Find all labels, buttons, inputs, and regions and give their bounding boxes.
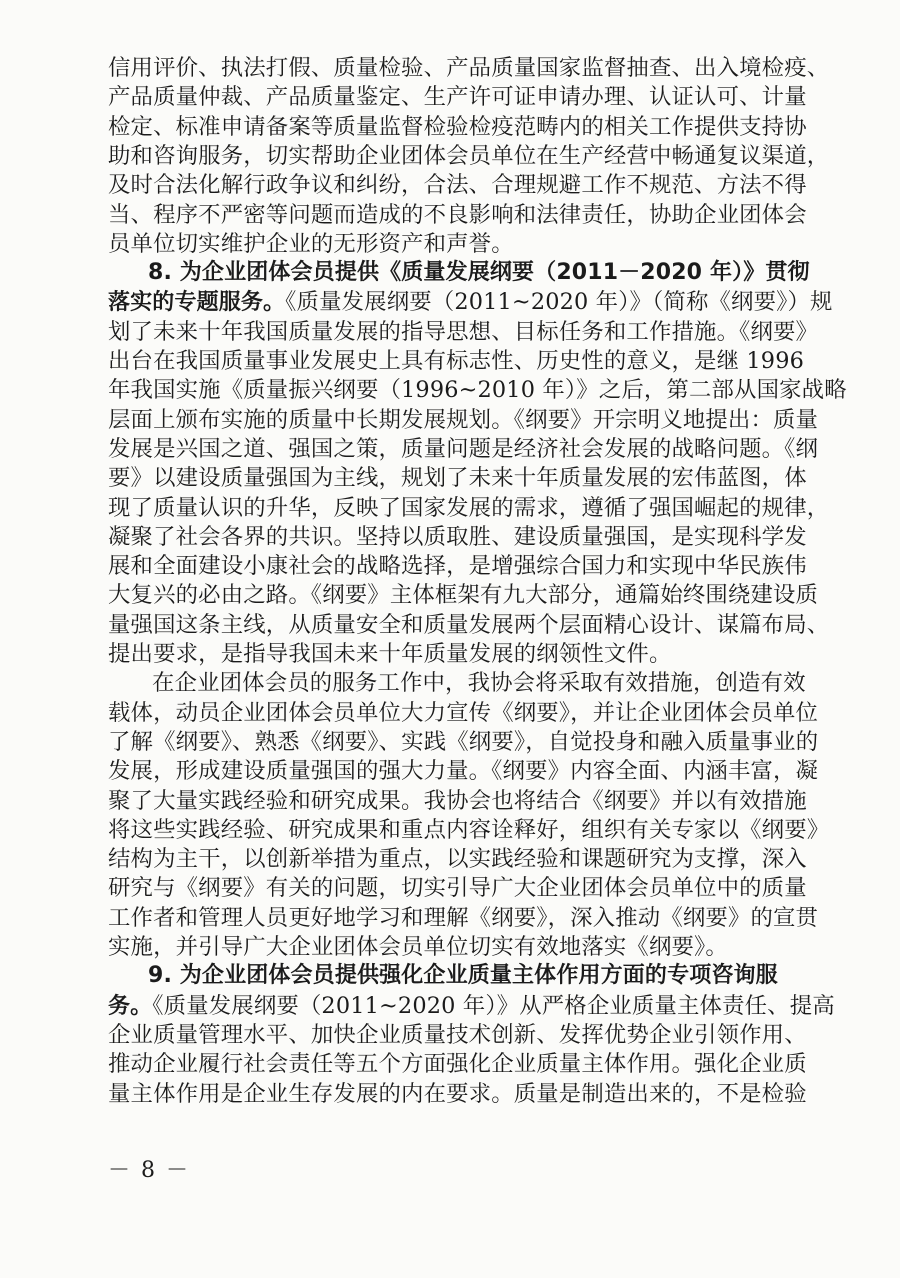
- text-line: 结构为主干，以创新举措为重点，以实践经验和课题研究为支撑，深入: [108, 846, 807, 873]
- text-line: 产品质量仲裁、产品质量鉴定、生产许可证申请办理、认证认可、计量: [108, 84, 807, 111]
- section-9-heading-line-2: [108, 990, 835, 1022]
- page-number: － 8 －: [108, 1158, 190, 1183]
- text-line: 发展，形成建设质量强国的强大力量。《纲要》内容全面、内涵丰富，凝: [108, 758, 819, 785]
- section-9-heading-tail: 务。: [108, 993, 153, 1019]
- text-line: 出台在我国质量事业发展史上具有标志性、历史性的意义，是继 1996: [108, 348, 804, 374]
- section-8-heading-tail: 落实的专题服务。: [108, 290, 286, 316]
- text-line: 将这些实践经验、研究成果和重点内容诠释好，组织有关专家以《纲要》: [108, 816, 830, 843]
- text-line: 展和全面建设小康社会的战略选择，是增强综合国力和实现中华民族伟: [108, 553, 807, 580]
- text-line: 企业质量管理水平、加快企业质量技术创新、发挥优势企业引领作用、: [108, 1021, 807, 1048]
- text-run: 《质量发展纲要（2011~2020 年）》（简称《纲要》）规: [285, 289, 833, 316]
- text-line: 量主体作用是企业生存发展的内在要求。质量是制造出来的，不是检验: [108, 1080, 807, 1107]
- text-line: 载体，动员企业团体会员单位大力宣传《纲要》，并让企业团体会员单位: [108, 699, 819, 726]
- text-line: 现了质量认识的升华，反映了国家发展的需求，遵循了强国崛起的规律，: [108, 494, 830, 521]
- text-line: 研究与《纲要》有关的问题，切实引导广大企业团体会员单位中的质量: [108, 875, 807, 902]
- text-line: 推动企业履行社会责任等五个方面强化企业质量主体作用。强化企业质: [108, 1051, 807, 1078]
- text-run: 《质量发展纲要（2011~2020 年）》从严格企业质量主体责任、提高: [152, 992, 835, 1019]
- text-line: 大复兴的必由之路。《纲要》主体框架有九大部分，通篇始终围绕建设质: [108, 582, 819, 609]
- text-line: 划了未来十年我国质量发展的指导思想、目标任务和工作措施。《纲要》: [108, 318, 819, 345]
- text-line: 助和咨询服务，切实帮助企业团体会员单位在生产经营中畅通复议渠道，: [108, 142, 830, 169]
- section-8-heading-line-2: [108, 286, 833, 318]
- text-line: 当、程序不严密等问题而造成的不良影响和法律责任，协助企业团体会: [108, 201, 807, 228]
- text-line: 层面上颁布实施的质量中长期发展规划。《纲要》开宗明义地提出：质量: [108, 406, 819, 433]
- section-9-heading: 9. 为企业团体会员提供强化企业质量主体作用方面的专项咨询服: [148, 963, 778, 989]
- text-line: 在企业团体会员的服务工作中，我协会将采取有效措施，创造有效: [152, 670, 806, 697]
- text-line: 检定、标准申请备案等质量监督检验检疫范畴内的相关工作提供支持协: [108, 113, 807, 140]
- text-line: 及时合法化解行政争议和纠纷，合法、合理规避工作不规范、方法不得: [108, 172, 807, 199]
- text-line: 了解《纲要》、熟悉《纲要》、实践《纲要》，自觉投身和融入质量事业的: [108, 728, 819, 755]
- text-line: 凝聚了社会各界的共识。坚持以质取胜、建设质量强国，是实现科学发: [108, 523, 807, 550]
- text-line: 年我国实施《质量振兴纲要（1996~2010 年）》之后，第二部从国家战略: [108, 377, 847, 404]
- text-line: 员单位切实维护企业的无形资产和声誉。: [108, 230, 514, 257]
- text-line: 发展是兴国之道、强国之策，质量问题是经济社会发展的战略问题。《纲: [108, 435, 819, 462]
- section-8-heading: 8. 为企业团体会员提供《质量发展纲要（2011－2020 年）》贯彻: [148, 260, 810, 286]
- text-line: 要》以建设质量强国为主线，规划了未来十年质量发展的宏伟蓝图，体: [108, 465, 807, 492]
- text-line: 提出要求，是指导我国未来十年质量发展的纲领性文件。: [108, 641, 672, 667]
- text-line: 聚了大量实践经验和研究成果。我协会也将结合《纲要》并以有效措施: [108, 787, 807, 814]
- text-line: 工作者和管理人员更好地学习和理解《纲要》，深入推动《纲要》的宣贯: [108, 904, 819, 931]
- text-line: 量强国这条主线，从质量安全和质量发展两个层面精心设计、谋篇布局、: [108, 611, 830, 638]
- text-line: 信用评价、执法打假、质量检验、产品质量国家监督抽查、出入境检疫、: [108, 55, 830, 81]
- text-line: 实施，并引导广大企业团体会员单位切实有效地落实《纲要》。: [108, 934, 728, 960]
